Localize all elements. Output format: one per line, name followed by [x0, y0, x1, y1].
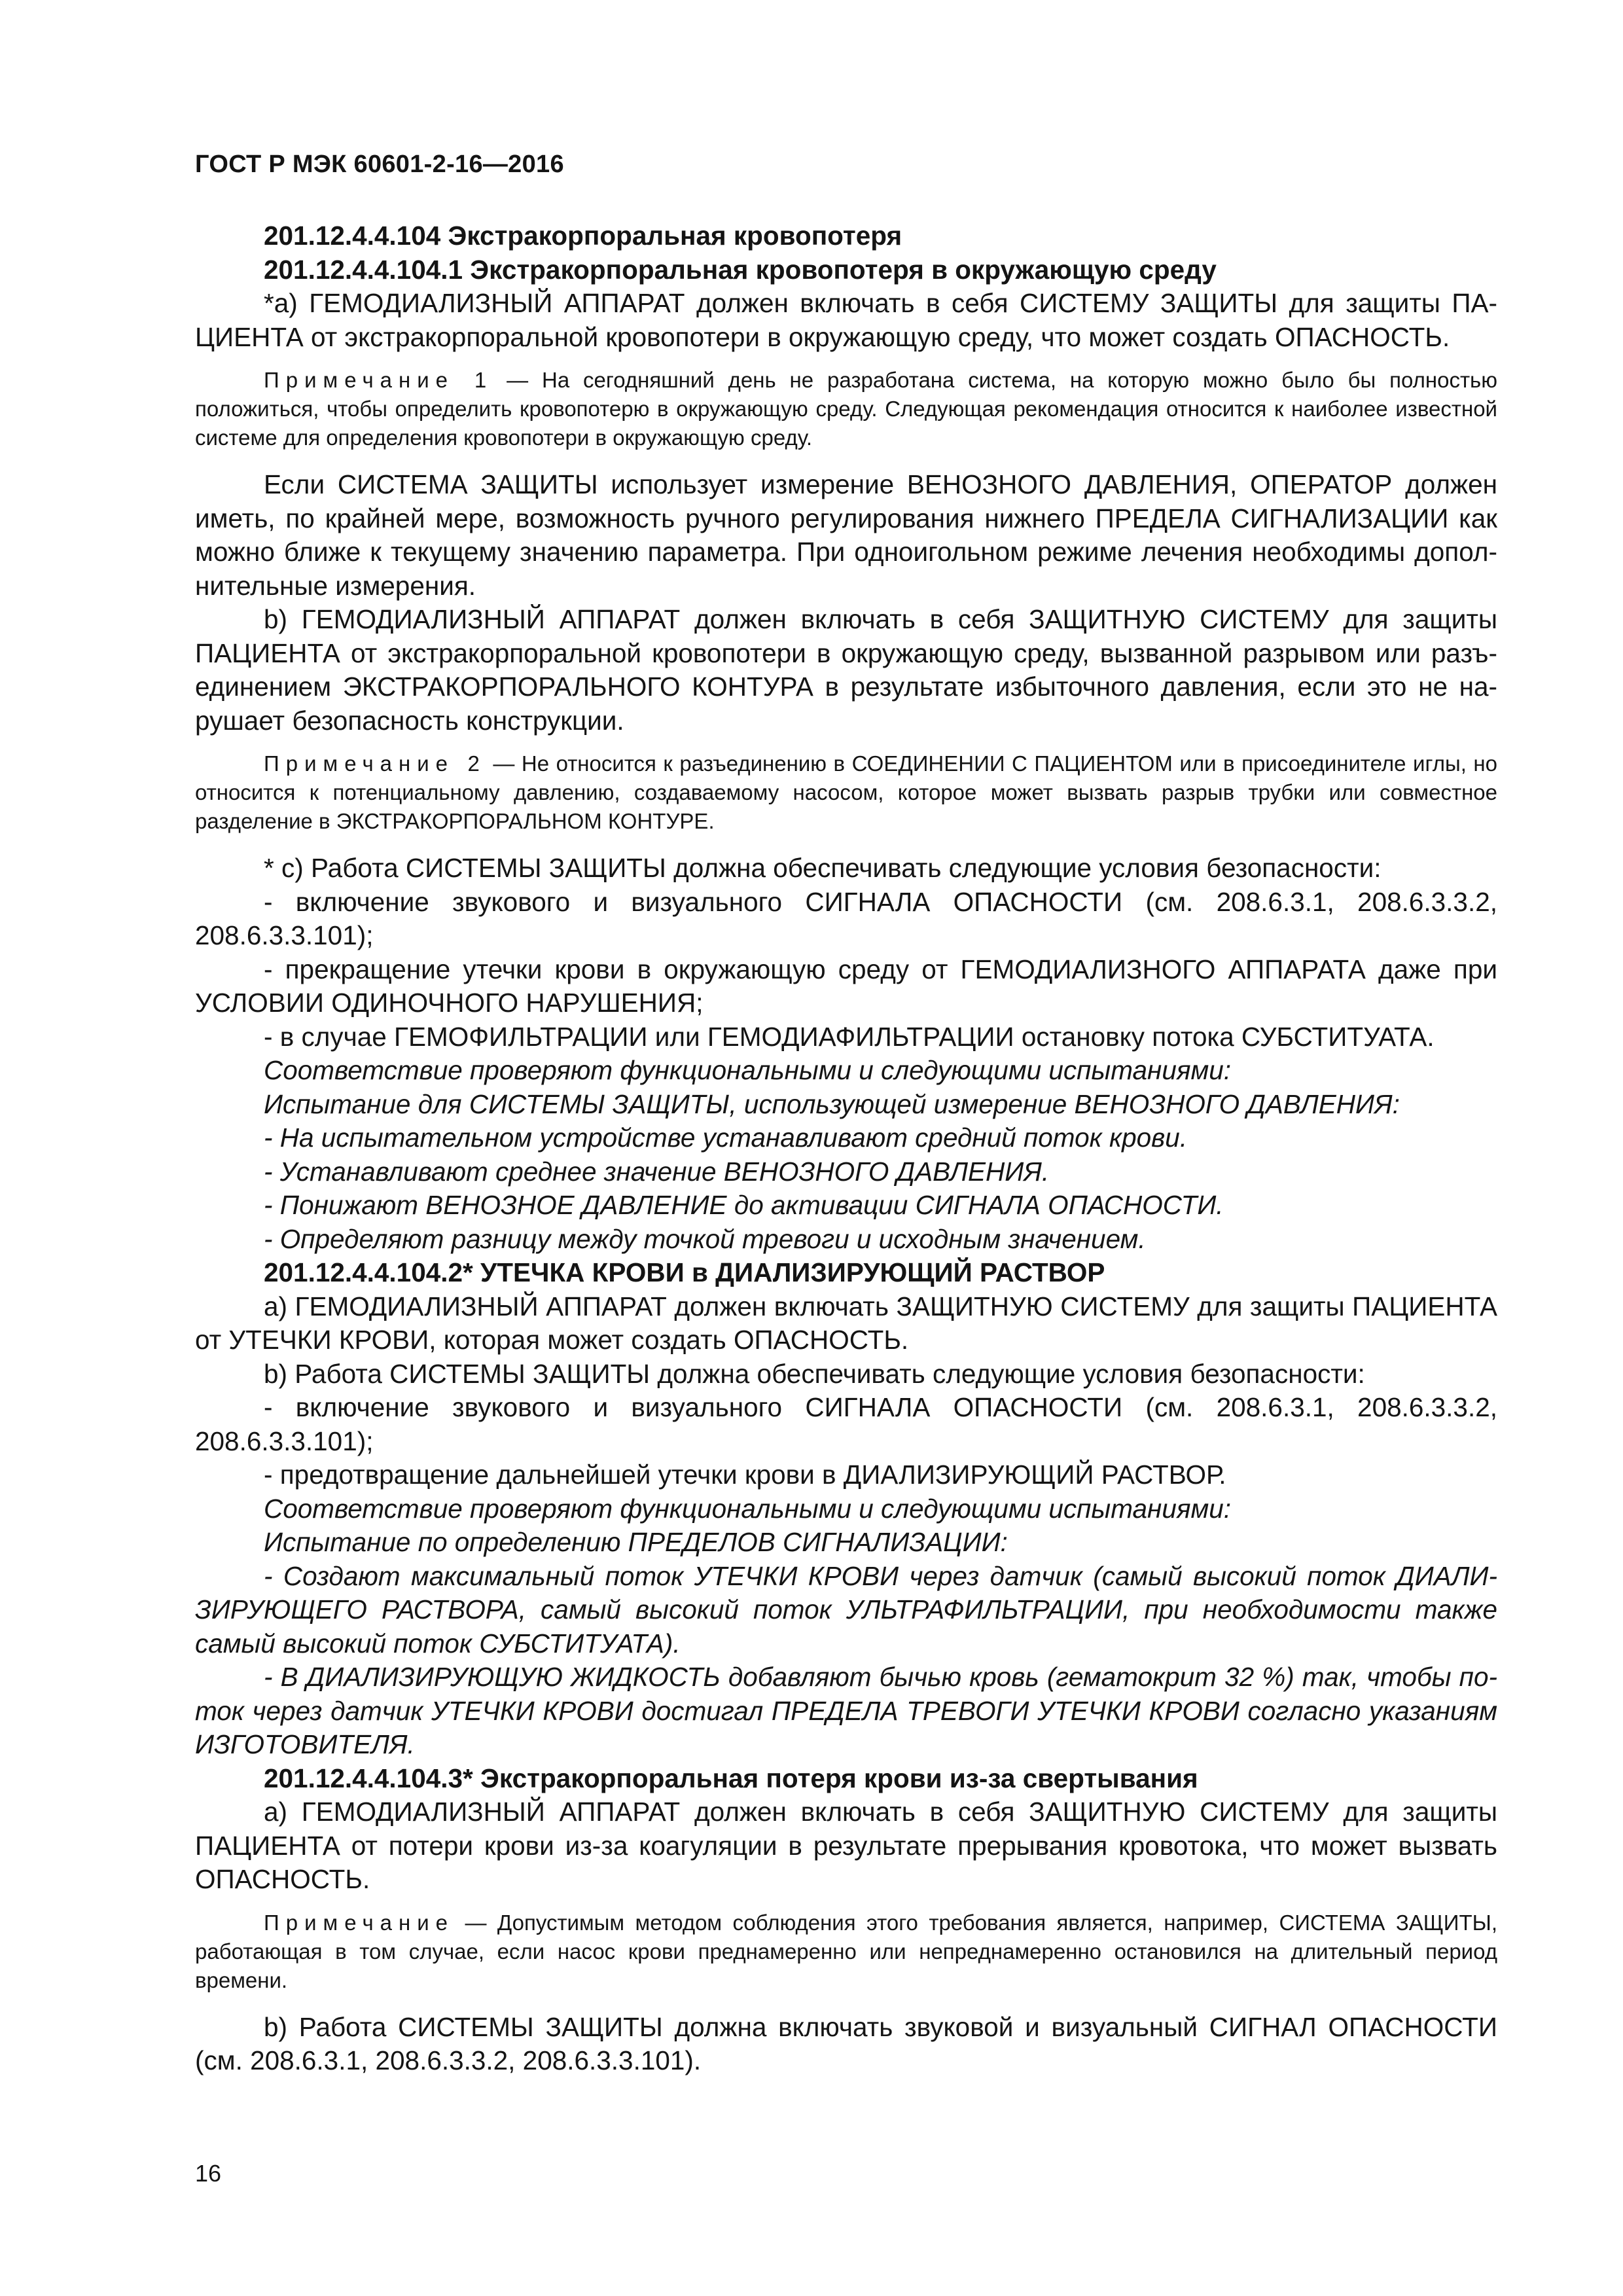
note-paragraph [195, 1909, 1497, 1995]
requirement-paragraph: * с) Работа СИСТЕМЫ ЗАЩИТЫ должна обеспечивать следующие условия безопасности: [264, 853, 1382, 883]
note-paragraph [195, 366, 1497, 452]
test-step: - На испытательном устройстве устанавливают средний поток крови. [264, 1122, 1188, 1153]
test-title: Испытание по определению ПРЕДЕЛОВ СИГНАЛИЗАЦИИ: [264, 1527, 1008, 1557]
test-step: - Понижают ВЕНОЗНОЕ ДАВЛЕНИЕ до активации СИГНАЛА ОПАСНОСТИ. [264, 1190, 1224, 1220]
list-item: - включение звукового и визуального СИГНАЛА ОПАСНОСТИ (см. 208.6.3.1, 208.6.3.3.2, 208.6.3.3.101); [195, 1392, 1497, 1456]
note-label: Примечание [264, 1910, 455, 1935]
requirement-paragraph: а) ГЕМОДИАЛИЗНЫЙ АППАРАТ должен включать в себя ЗАЩИТНУЮ СИСТЕМУ для защиты ПАЦИЕНТА от потери крови из-за коагуляции в результате прерывания кровотока, что может вызвать ОПАСНОСТЬ. [195, 1797, 1497, 1894]
requirement-paragraph: b) Работа СИСТЕМЫ ЗАЩИТЫ должна включать звуковой и визуальный СИГНАЛ ОПАСНОСТИ (см. 208.6.3.1, 208.6.3.3.2, 208.6.3.3.101). [195, 2011, 1497, 2075]
standard-header: ГОСТ Р МЭК 60601-2-16—2016 [195, 151, 564, 178]
list-item: - предотвращение дальнейшей утечки крови в ДИАЛИЗИРУЮЩИЙ РАСТВОР. [264, 1460, 1226, 1490]
requirement-paragraph: *а) ГЕМОДИАЛИЗНЫЙ АППАРАТ должен включать в себя СИСТЕМУ ЗАЩИТЫ для защиты ПАЦИЕНТА от экстракорпоральной кровопотери в окружающую среду, что может создать ОПАСНОСТЬ. [195, 288, 1497, 352]
note-label: Примечание 2 [264, 751, 486, 776]
requirement-paragraph: b) Работа СИСТЕМЫ ЗАЩИТЫ должна обеспечивать следующие условия безопасности: [264, 1358, 1365, 1389]
body-paragraph: Если СИСТЕМА ЗАЩИТЫ использует измерение ВЕНОЗНОГО ДАВЛЕНИЯ, ОПЕРАТОР должен иметь, по крайней мере, возможность ручного регулирования нижнего ПРЕДЕЛА СИГНАЛИЗАЦИИ как можно ближе к текущему значению параметра. При одноигольном режиме лечения необходимы дополнительные измерения. [195, 469, 1497, 601]
test-title: Испытание для СИСТЕМЫ ЗАЩИТЫ, использующей измерение ВЕНОЗНОГО ДАВЛЕНИЯ: [264, 1088, 1400, 1119]
compliance-statement: Соответствие проверяют функциональными и следующими испытаниями: [264, 1055, 1232, 1085]
document-body [195, 219, 1497, 2078]
list-item: - в случае ГЕМОФИЛЬТРАЦИИ или ГЕМОДИАФИЛЬТРАЦИИ остановку потока СУБСТИТУАТА. [264, 1021, 1435, 1052]
section-heading: 201.12.4.4.104 Экстракорпоральная кровопотеря [264, 221, 902, 251]
note-label: Примечание 1 [264, 368, 493, 392]
requirement-paragraph: b) ГЕМОДИАЛИЗНЫЙ АППАРАТ должен включать в себя ЗАЩИТНУЮ СИСТЕМУ для защиты ПАЦИЕНТА от экстракорпоральной кровопотери в окружающую среду, вызванной разрывом или разъединением ЭКСТРАКОРПОРАЛЬНОГО КОНТУРА в результате избыточного давления, если это не нарушает безопасность конструкции. [195, 604, 1497, 736]
test-step: - Определяют разницу между точкой тревоги и исходным значением. [264, 1223, 1146, 1254]
note-text: — Не относится к разъединению в СОЕДИНЕНИИ С ПАЦИЕНТОМ или в присоединителе иглы, но относится к потенциальному давлению, создаваемому насосом, которое может вызвать разрыв трубки или совместное разделение в ЭКСТРАКОРПОРАЛЬНОМ КОНТУРЕ. [195, 751, 1498, 833]
test-step: - Создают максимальный поток УТЕЧКИ КРОВИ через датчик (самый высокий поток ДИАЛИЗИРУЮЩЕГО РАСТВОРА, самый высокий поток УЛЬТРАФИЛЬТРАЦИИ, при необходимости также самый высокий поток СУБСТИТУАТА). [195, 1560, 1497, 1659]
subsection-heading: 201.12.4.4.104.2* УТЕЧКА КРОВИ в ДИАЛИЗИРУЮЩИЙ РАСТВОР [264, 1257, 1105, 1287]
compliance-statement: Соответствие проверяют функциональными и следующими испытаниями: [264, 1493, 1232, 1524]
subsection-heading: 201.12.4.4.104.3* Экстракорпоральная потеря крови из-за свертывания [264, 1763, 1198, 1793]
note-text: — На сегодняшний день не разработана система, на которую можно было бы полностью положиться, чтобы определить кровопотерю в окружающую среду. Следующая рекомендация относится к наиболее известной системе для определения кровопотери в окружающую среду. [195, 368, 1498, 450]
note-paragraph [195, 749, 1497, 836]
list-item: - включение звукового и визуального СИГНАЛА ОПАСНОСТИ (см. 208.6.3.1, 208.6.3.3.2, 208.6.3.3.101); [195, 886, 1497, 950]
requirement-paragraph: а) ГЕМОДИАЛИЗНЫЙ АППАРАТ должен включать ЗАЩИТНУЮ СИСТЕМУ для защиты ПАЦИЕНТА от УТЕЧКИ КРОВИ, которая может создать ОПАСНОСТЬ. [195, 1291, 1497, 1355]
test-step: - В ДИАЛИЗИРУЮЩУЮ ЖИДКОСТЬ добавляют бычью кровь (гематокрит 32 %) так, чтобы поток через датчик УТЕЧКИ КРОВИ достигал ПРЕДЕЛА ТРЕВОГИ УТЕЧКИ КРОВИ согласно указаниям ИЗГОТОВИТЕЛЯ. [195, 1662, 1497, 1759]
page-number: 16 [195, 2160, 222, 2187]
subsection-heading: 201.12.4.4.104.1 Экстракорпоральная кровопотеря в окружающую среду [264, 254, 1217, 285]
test-step: - Устанавливают среднее значение ВЕНОЗНОГО ДАВЛЕНИЯ. [264, 1156, 1050, 1187]
note-text: — Допустимым методом соблюдения этого требования является, например, СИСТЕМА ЗАЩИТЫ, работающая в том случае, если насос крови преднамеренно или непреднамеренно остановился на длительный период времени. [195, 1910, 1497, 1992]
list-item: - прекращение утечки крови в окружающую среду от ГЕМОДИАЛИЗНОГО АППАРАТА даже при УСЛОВИИ ОДИНОЧНОГО НАРУШЕНИЯ; [195, 954, 1497, 1018]
